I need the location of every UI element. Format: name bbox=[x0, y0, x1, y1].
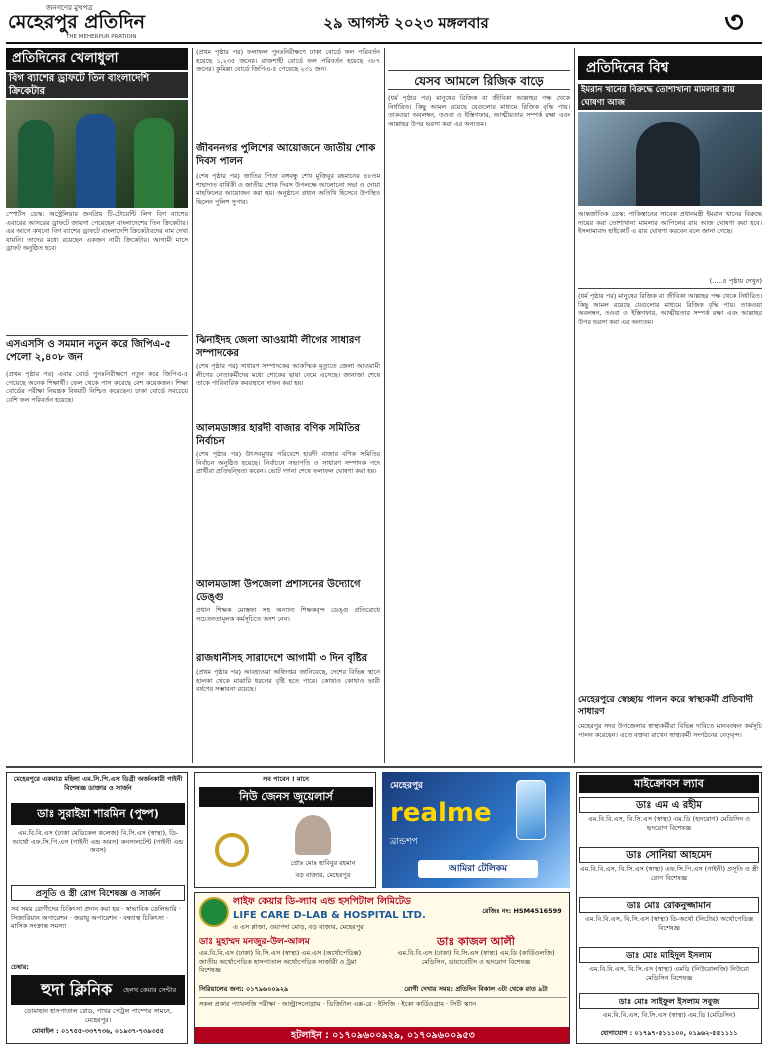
world-continuation-body: (ধর্ম পৃষ্ঠার পর) মানুষের রিজিক বা জীবিকা আল্লাহর পক্ষ থেকে নির্ধারিত। কিছু আমল রয়েছে যেগুলোর মাধ্যমে রিজিক বৃদ্ধি পায়। তাকওয়া অবলম্বন, তওবা ও ইস্তিগফার, আত্মীয়তার সম্পর্ক রক্ষা এবং আল্লাহর উপর ভরসা করা এর অন্যতম। bbox=[578, 292, 762, 326]
ad-realme bbox=[382, 772, 570, 888]
ad-gynae-clinic-name: হুদা ক্লিনিক bbox=[41, 980, 113, 999]
player-figure-3 bbox=[134, 118, 174, 208]
ad-microbes-title: মাইক্রোবস ল্যাব bbox=[579, 775, 759, 793]
rizik-headline: যেসব আমলে রিজিক বাড়ে bbox=[388, 70, 570, 90]
desk-headline: আলমডাঙ্গা উপজেলা প্রশাসনের উদ্যোগে ডেঙ্গু bbox=[196, 579, 361, 603]
ad-gynae-clinic bbox=[11, 975, 185, 1005]
ad-gynae-specialty: প্রসূতি ও স্ত্রী রোগ বিশেষজ্ঞ ও সার্জন bbox=[11, 885, 185, 901]
mid-continuation-body: (প্রথম পৃষ্ঠার পর) ফলাফল পুনঃনিরীক্ষণে ঢাকা বোর্ডে ফল পরিবর্তন হয়েছে ১,২৩৫ জনের। রাজশাহী বোর্ডে ফল পরিবর্তন হয়েছে ৩৮৭ জনের। কুমিল্লা বোর্ডে জিপিএ-৫ পেয়েছে ২৩১ জন। bbox=[196, 48, 380, 74]
desk-body: প্রধান শিক্ষক মোস্তফা সহ অন্যান্য শিক্ষকবৃন্দ ডেঙ্গু প্রতিরোধে সচেতনতামূলক কর্মসূচিতে অংশ নেন। bbox=[196, 606, 380, 623]
ad-microbes-dr2: ডাঃ সোনিয়া আহমেদ bbox=[579, 847, 759, 863]
world-section-banner: প্রতিদিনের বিশ্ব bbox=[578, 56, 762, 80]
ad-microbes-dr3: ডাঃ মোঃ রোকনুজ্জামান bbox=[579, 897, 759, 913]
rain-body: (প্রথম পৃষ্ঠার পর) আবহাওয়া অধিদপ্তর জানিয়েছে, দেশের বিভিন্ন স্থানে হালকা থেকে মাঝারি ধরনের বৃষ্টি হতে পারে। কোথাও কোথাও ভারী বর্ষণের সম্ভাবনা রয়েছে। bbox=[196, 668, 380, 694]
ad-gynae-services: সব সময় রোগীদের চিকিৎসা প্রদান করা হয় · স্বাভাবিক ডেলিভারি · সিজারিয়ান অপারেশন · জরায়ু অপারেশন · বন্ধ্যাত্ব চিকিৎসা · মাসিক সংক্রান্ত সমস্যা bbox=[11, 905, 181, 930]
ad-jewel-top: সব পাবেন ! মানে bbox=[262, 775, 310, 783]
police-headline: জীবননগর পুলিশের আয়োজনে জাতীয় শোক দিবস পালন bbox=[196, 143, 376, 167]
ad-lifecare-dr1-serial: সিরিয়ালের জন্য: ০১৭৯৬০০৯২৯ bbox=[199, 985, 289, 993]
ad-realme-phone bbox=[516, 780, 546, 840]
ad-gynae-degrees: এম.বি.বি.এস (ঢাকা মেডিকেল কলেজ) বি.সি.এস (স্বাস্থ্য), ডি-আর্থো এফ.সি.পি.এস (গাইনী এন্ড অবস) কনসালটেন্ট (গাইনী এন্ড অবস) bbox=[12, 829, 184, 854]
ad-microbes-dr2-degree: এম.বি.বি.এস, বি.সি.এস (স্বাস্থ্য) এফ.সি.পি.এস (গাইনী) প্রসূতি ও স্ত্রী রোগ বিশেষজ্ঞ bbox=[579, 865, 759, 882]
ad-jewel-proprietor: প্রোঃ মোঃ হাবিবুর রহমান bbox=[290, 859, 356, 867]
ad-microbes-dr1: ডাঃ এম এ রহীম bbox=[579, 797, 759, 813]
gpa-headline: এসএসসি ও সমমান নতুন করে জিপিএ-৫ পেলো ২,৪০৮ জন bbox=[6, 339, 171, 363]
player-figure-1 bbox=[18, 120, 54, 208]
world-body: আন্তর্জাতিক ডেস্ক: পাকিস্তানের সাবেক প্রধানমন্ত্রী ইমরান খানের বিরুদ্ধে দায়ের করা তোশাখানা মামলার আপিলের রায় আজ ঘোষণা করা হবে। ইসলামাবাদ হাইকোর্ট এ রায় ঘোষণা করবেন বলে জানা গেছে। bbox=[578, 210, 762, 236]
rizik-body: (ধর্ম পৃষ্ঠার পর) মানুষের রিজিক বা জীবিকা আল্লাহর পক্ষ থেকে নির্ধারিত। কিছু আমল রয়েছে যেগুলোর মাধ্যমে রিজিক বৃদ্ধি পায়। তাকওয়া অবলম্বন, তওবা ও ইস্তিগফার, আত্মীয়তার সম্পর্ক রক্ষা এবং আল্লাহর উপর ভরসা করা এর অন্যতম। bbox=[388, 94, 570, 128]
ad-lifecare-title-en: LIFE CARE D-LAB & HOSPITAL LTD. bbox=[233, 910, 426, 921]
police-body: (শেষ পৃষ্ঠার পর) জাতির পিতা বঙ্গবন্ধু শেখ মুজিবুর রহমানের ৪৮তম শাহাদাত বার্ষিকী ও জাতীয় শোক দিবস উপলক্ষে আলোচনা সভা ও দোয়া মাহফিলের আয়োজন করা হয়। অনুষ্ঠানে প্রধান অতিথি হিসেবে উপস্থিত ছিলেন পুলিশ সুপার। bbox=[196, 172, 380, 206]
masthead-logo: মেহেরপুর প্রতিদিন bbox=[8, 11, 145, 33]
ad-microbes-dr5: ডাঃ মোঃ সাইফুল ইসলাম সবুজ bbox=[579, 993, 759, 1009]
ad-realme-shop: মেহেরপুর bbox=[390, 781, 424, 791]
ad-gynae-name: ডাঃ সুরাইয়া শারমিন (পুষ্প) bbox=[11, 803, 185, 825]
sports-headline: বিগ ব্যাশের ড্রাফটে তিন বাংলাদেশি ক্রিকেটার bbox=[6, 72, 188, 98]
ad-gynae-address: ডোমাহান হাসপাতাল রোড, পাখর পেট্রল পাম্পের সামনে, মেহেরপুর। bbox=[24, 1007, 172, 1024]
ad-lifecare-dr1-degree: এম.বি.বি.এস (ঢাকা) বি.সি.এস (স্বাস্থ্য) এম.এস (অর্থোপেডিক্স) জাতীয় অর্থোপেডিক হাসপাতাল অর্থোপেডিক সার্জারী ও ট্রমা বিশেষজ্ঞ bbox=[199, 949, 362, 974]
masthead-date: ২৯ আগস্ট ২০২৩ মঙ্গলবার bbox=[323, 14, 489, 32]
ad-microbes-phone: যোগাযোগ : ০১৭৯৭-৫১১১০০, ০১৯৬২-৫৫১১১১ bbox=[600, 1029, 738, 1037]
ad-lifecare-hotline: হটলাইন : ০১৭০৯৬০০৯২৯, ০১৭০৯৬০০৯৫৩ bbox=[195, 1027, 570, 1044]
ad-microbes-dr1-degree: এম.বি.বি.এস, বি.সি.এস (স্বাস্থ্য) এম.ডি (হৃদরোগ) মেডিসিন ও হৃদরোগ বিশেষজ্ঞ bbox=[587, 815, 751, 832]
sports-section-banner: প্রতিদিনের খেলাধুলা bbox=[6, 48, 188, 70]
awami-headline: ঝিনাইদহ জেলা আওয়ামী লীগের সাধারণ সম্পাদকের bbox=[196, 335, 361, 359]
sports-body: স্পোর্টস ডেস্ক: অস্ট্রেলিয়ার জনপ্রিয় টি-টোয়েন্টি লিগ বিগ ব্যাশের এবারের আসরের ড্রাফটে জায়গা পেয়েছেন বাংলাদেশের তিন ক্রিকেটার। এর আগে কখনো বিগ ব্যাশের ড্রাফটে বাংলাদেশি ক্রিকেটারদের নাম দেখা যায়নি। তাদের মধ্যে রয়েছেন একজন নারী ক্রিকেটার। আগামী মাসে ড্রাফট অনুষ্ঠিত হবে। bbox=[6, 210, 188, 253]
women-headline: মেহেরপুরে স্বেচ্ছায় পালন করে স্বাস্থ্যকর্মী প্রতিবাদী সাধারণ bbox=[578, 695, 753, 717]
ad-realme-subtitle: ব্রান্ডশপ bbox=[390, 837, 418, 847]
ad-gynae-top: মেহেরপুরে একমাত্র মহিলা এম.সি.পি.এস ডিগ্রী অর্জনকারী গাইনী বিশেষজ্ঞ ডাক্তার ও সার্জন bbox=[13, 775, 183, 792]
awami-body: (শেষ পৃষ্ঠার পর) সাধারণ সম্পাদকের আকস্মিক মৃত্যুতে জেলা আওয়ামী লীগের নেতাকর্মীদের মধ্যে শোকের ছায়া নেমে এসেছে। জানাজা শেষে তাকে পারিবারিক কবরস্থানে দাফন করা হয়। bbox=[196, 362, 380, 388]
masthead-logo-en: THE MEHERPUR PRATIDIN bbox=[66, 34, 137, 40]
rain-headline: রাজধানীসহ সারাদেশে আগামী ৩ দিন বৃষ্টির bbox=[196, 653, 368, 664]
ad-microbes-dr4: ডাঃ মোঃ মাহিদুল ইসলাম bbox=[579, 947, 759, 963]
masthead bbox=[6, 4, 762, 44]
ad-lifecare-reg: রেজিঃ নং: HSM4516599 bbox=[482, 907, 562, 915]
bazar-headline: আলমডাঙ্গার হারদী বাজার বণিক সমিতির নির্বাচন bbox=[196, 423, 360, 447]
ad-gynae-clinic-tag: হেলথ কেয়ার সেন্টার bbox=[123, 986, 177, 994]
world-photo bbox=[578, 112, 762, 206]
ad-microbes-dr5-degree: এম.বি.বি.এস, বি.সি.এস (স্বাস্থ্য) এম.ডি (মেডিসিন) bbox=[602, 1011, 736, 1019]
world-continued: (.....৫ পৃষ্ঠায় দেখুন) bbox=[709, 277, 762, 285]
portrait-figure bbox=[636, 122, 700, 206]
player-figure-2 bbox=[76, 114, 116, 208]
ad-lifecare-dr2-serial: রোগী দেখার সময়: প্রতিদিন বিকাল ৩টা থেকে রাত ৯টা bbox=[404, 985, 548, 993]
ad-realme-brand: realme bbox=[390, 798, 492, 828]
ad-gynae-mobile: মোবাইল : ০১৭৫৫-৩৩৭৭৩৬, ০১৯৩৭-৭৩৯৩৫৫ bbox=[31, 1027, 165, 1035]
ad-jewel-address: বড় বাজার, মেহেরপুর bbox=[295, 871, 351, 879]
ad-lifecare-dr1: ডাঃ মুহাম্মদ মনজুর-উল-আলম bbox=[199, 937, 310, 947]
women-body: মেহেরপুর সদর উপজেলার স্বাস্থ্যকর্মীরা বিভিন্ন দাবিতে মানববন্ধন কর্মসূচি পালন করেছেন। এতে বক্তব্য রাখেন স্বাস্থ্যকর্মী সংগঠনের নেতৃবৃন্দ। bbox=[578, 722, 762, 739]
ad-realme-dealer: আমিরা টেলিকম bbox=[418, 860, 538, 878]
ad-jewel-avatar bbox=[295, 815, 331, 855]
masthead-tagline: জনগণের মুখপত্র bbox=[46, 4, 93, 12]
ad-lifecare-dr2: ডাঃ কাজল আলী bbox=[437, 935, 515, 948]
ad-jewel-name: নিউ জেনস জুয়েলার্স bbox=[199, 787, 373, 807]
ad-lifecare-address: এ এস প্লাজা, ওয়াপদা মোড়, বড় বাজার, মেহেরপুর bbox=[233, 923, 364, 931]
bazar-body: (শেষ পৃষ্ঠার পর) উৎসবমুখর পরিবেশে হারদী বাজার বণিক সমিতির নির্বাচন অনুষ্ঠিত হয়েছে। নির্বাচনে সভাপতি ও সাধারণ সম্পাদক পদে প্রার্থীরা প্রতিদ্বন্দ্বিতা করেন। ভোট গণনা শেষে ফলাফল ঘোষণা করা হয়। bbox=[196, 450, 380, 476]
ad-microbes-lab bbox=[576, 772, 762, 1044]
ad-lifecare-dr2-degree: এম.বি.বি.এস (ঢাকা) বি.সি.এস (স্বাস্থ্য) এম.ডি (কার্ডিওলজি) মেডিসিন, ডায়াবেটিস ও হৃদরোগ বিশেষজ্ঞ bbox=[397, 949, 555, 966]
masthead-page-number: ৩ bbox=[724, 5, 744, 40]
sports-photo bbox=[6, 100, 188, 208]
ad-lifecare-logo-icon bbox=[199, 897, 229, 927]
world-headline: ইমরান খানের বিরুদ্ধে তোশাখানা মামলার রায় ঘোষণা আজ bbox=[578, 84, 762, 110]
ad-jewel-ring-icon bbox=[215, 833, 249, 867]
ad-jewellers bbox=[194, 772, 376, 888]
ad-gynae-chamber: চেম্বার: bbox=[11, 963, 30, 971]
ad-lifecare-services: সকল প্রকার প্যাথলজি পরীক্ষা · আল্ট্রাসনোগ্রাম · ডিজিটাল এক্স-রে · ইসিজি · ইকো কার্ডিওগ্রাম · সিটি স্ক্যান bbox=[199, 997, 567, 1025]
ad-lifecare-title-bn: লাইফ কেয়ার ডি-ল্যাব এন্ড হসপিটাল লিমিটেড bbox=[233, 896, 411, 907]
ad-lifecare-hospital bbox=[194, 892, 570, 1044]
ad-gynae-doctor bbox=[6, 772, 188, 1044]
ad-microbes-dr4-degree: এম.বি.বি.এস, বি.সি.এস (স্বাস্থ্য) এমডি (নিউরোলজি) নিউরো মেডিসিন বিশেষজ্ঞ bbox=[589, 965, 749, 982]
gpa-body: (প্রথম পৃষ্ঠার পর) এবার বোর্ড পুনঃনিরীক্ষণে নতুন করে জিপিএ-৫ পেয়েছে অনেক শিক্ষার্থী। ফেল থেকে পাস করেছে বেশ কয়েকজন। শিক্ষা বোর্ডের পরীক্ষা নিয়ন্ত্রক বিষয়টি নিশ্চিত করেছেন। ঢাকা বোর্ডে সবচেয়ে বেশি ফল পরিবর্তন হয়েছে। bbox=[6, 370, 188, 404]
ad-microbes-dr3-degree: এম.বি.বি.এস, বি.সি.এস (স্বাস্থ্য) ডি-অর্থো (নিটোর) অর্থোপেডিক্স বিশেষজ্ঞ bbox=[585, 915, 753, 932]
